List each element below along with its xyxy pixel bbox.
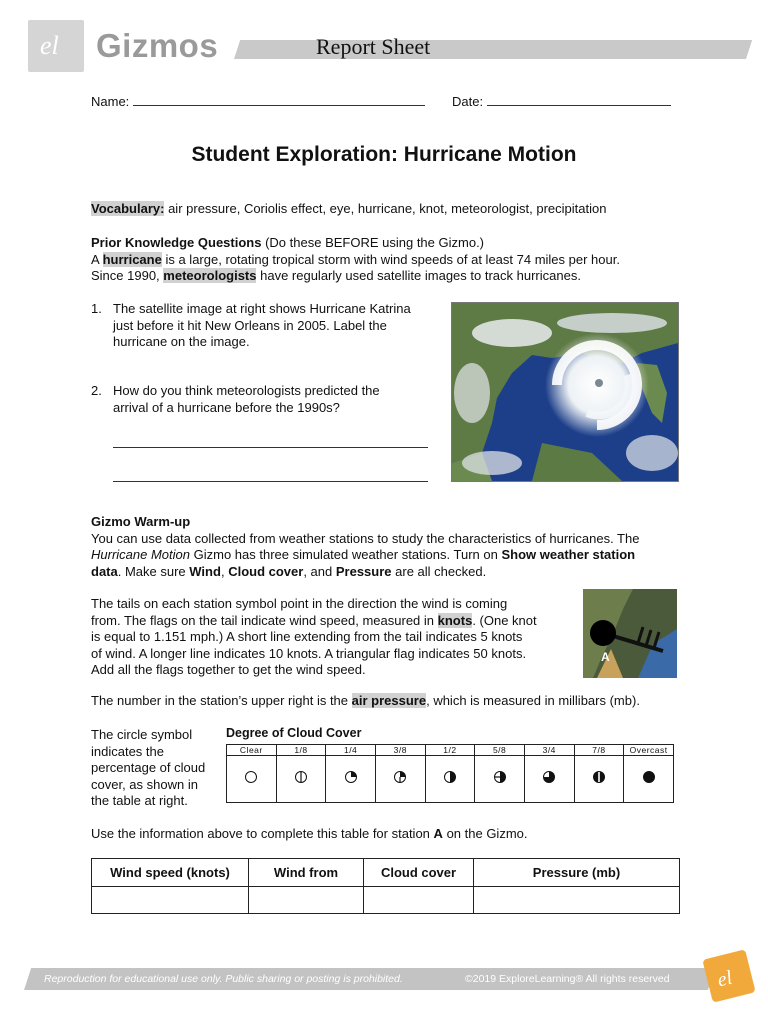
air-pressure-text: , which is measured in millibars (mb). <box>426 693 640 708</box>
q2-line: How do you think meteorologists predicted the <box>113 383 380 398</box>
header-wind-from: Wind from <box>249 859 364 887</box>
header-wind-speed: Wind speed (knots) <box>92 859 249 887</box>
warmup-section <box>91 514 681 580</box>
cloud-cover-term: Cloud cover <box>228 563 304 579</box>
name-label: Name: <box>91 94 130 109</box>
station-a-table <box>91 858 680 914</box>
sheet-title: Report Sheet <box>316 34 431 59</box>
cc-level: 3/8 <box>375 745 425 756</box>
warmup-p1-text: . Make sure <box>117 563 186 579</box>
pressure-term: Pressure <box>335 563 392 579</box>
title-bar <box>234 40 752 59</box>
cc-level: 1/8 <box>276 745 326 756</box>
vocabulary-label: Vocabulary: <box>91 201 165 216</box>
date-input-line[interactable] <box>487 93 671 106</box>
circle-text-line: cover, as shown in <box>91 776 198 792</box>
q1-line: hurricane on the image. <box>113 334 250 349</box>
warmup-p1-text: , <box>220 563 225 579</box>
svg-text:el: el <box>40 31 59 60</box>
cc-level: Clear <box>227 745 277 756</box>
wind-speed-cell[interactable] <box>92 887 249 914</box>
header-cloud-cover: Cloud cover <box>364 859 474 887</box>
page-title: Student Exploration: Hurricane Motion <box>191 143 577 166</box>
circle-text-line: The circle symbol <box>91 727 193 742</box>
circle-text-line: the table at right. <box>91 793 188 808</box>
wind-explanation <box>91 596 571 679</box>
cc-level: 1/2 <box>425 745 475 756</box>
warmup-p1-line1: You can use data collected from weather stations to study the characteristics of hurricanes. The <box>91 530 640 546</box>
footer-logo <box>702 949 755 1002</box>
warmup-p1-text: are all checked. <box>395 563 487 579</box>
q1-line: The satellite image at right shows Hurricane Katrina <box>113 301 411 316</box>
air-pressure-line <box>91 693 640 710</box>
wind-text-line: of wind. A longer line indicates 10 knots. A triangular flag indicates 50 knots. <box>91 645 527 661</box>
prior-knowledge-heading: Prior Knowledge Questions <box>91 235 262 250</box>
pk-line2-pre: Since 1990, <box>91 268 160 283</box>
warmup-heading: Gizmo Warm-up <box>91 514 191 529</box>
pk-line1-pre: A <box>91 251 99 267</box>
gizmo-name: Hurricane Motion <box>91 547 190 562</box>
svg-text:el: el <box>715 966 735 992</box>
cc-level: 3/4 <box>524 745 574 756</box>
vocabulary-terms: air pressure, Coriolis effect, eye, hurricane, knot, meteorologist, precipitation <box>168 201 607 216</box>
station-symbol-image <box>583 589 677 678</box>
cloud-cover-table <box>226 744 674 803</box>
wind-term: Wind <box>189 563 221 579</box>
circle-symbol-explanation <box>91 727 231 810</box>
vocabulary-line <box>91 201 606 218</box>
term-meteorologists: meteorologists <box>163 268 257 283</box>
show-station-data-term: Show weather station <box>501 547 636 562</box>
data-term: data <box>91 563 118 579</box>
wind-text: from. The flags on the tail indicate wind speed, measured in <box>91 612 435 628</box>
warmup-p1-text: , and <box>303 563 333 579</box>
q2-answer-line[interactable] <box>113 446 428 448</box>
air-pressure-text: The number in the station’s upper right is the <box>91 693 349 708</box>
term-hurricane: hurricane <box>102 251 162 267</box>
wind-text-line: is equal to 1.151 mph.) A short line extending from the tail indicates 5 knots <box>91 629 523 644</box>
satellite-image-katrina <box>451 302 679 482</box>
pk-line2-post: have regularly used satellite images to track hurricanes. <box>260 268 581 283</box>
term-air-pressure: air pressure <box>351 693 427 708</box>
wind-from-cell[interactable] <box>249 887 364 914</box>
cloud-cover-title: Degree of Cloud Cover <box>226 726 362 740</box>
cloud-cover-cell[interactable] <box>364 887 474 914</box>
pressure-cell[interactable] <box>474 887 680 914</box>
date-label: Date: <box>452 94 484 109</box>
el-logo-icon <box>38 30 74 62</box>
wind-text: . (One knot <box>472 612 537 628</box>
one-quarter-symbol-icon <box>344 770 358 784</box>
overcast-symbol-icon <box>642 770 656 784</box>
cc-level: 5/8 <box>475 745 525 756</box>
cc-level: 7/8 <box>574 745 624 756</box>
station-label: A <box>601 650 610 664</box>
prior-knowledge-note: (Do these BEFORE using the Gizmo.) <box>265 235 485 250</box>
one-half-symbol-icon <box>443 770 457 784</box>
q2-number: 2. <box>91 383 102 398</box>
pk-line1-post: is a large, rotating tropical storm with wind speeds of at least 74 miles per hour. <box>165 251 620 267</box>
footer-disclaimer: Reproduction for educational use only. Public sharing or posting is prohibited. <box>44 973 403 985</box>
cc-level: Overcast <box>624 745 674 756</box>
q2-answer-line[interactable] <box>113 480 428 482</box>
one-eighth-symbol-icon <box>294 770 308 784</box>
brand-name: Gizmos <box>96 27 219 64</box>
instructions-text: Use the information above to complete this table for station <box>91 826 430 841</box>
five-eighths-symbol-icon <box>493 770 507 784</box>
q1-number: 1. <box>91 301 102 316</box>
instructions-station: A <box>433 826 443 841</box>
question-1 <box>91 301 411 351</box>
instructions-text: on the Gizmo. <box>446 826 528 841</box>
question-2 <box>91 383 380 416</box>
circle-text-line: indicates the <box>91 743 164 759</box>
clear-symbol-icon <box>244 770 258 784</box>
cc-level: 1/4 <box>326 745 376 756</box>
wind-text-line: The tails on each station symbol point in the direction the wind is coming <box>91 596 508 611</box>
footer-copyright: ©2019 ExploreLearning® All rights reserved <box>465 973 670 985</box>
circle-text-line: percentage of cloud <box>91 760 206 775</box>
three-eighths-symbol-icon <box>393 770 407 784</box>
warmup-p1-text: Gizmo has three simulated weather stations. Turn on <box>193 547 498 562</box>
name-input-line[interactable] <box>133 93 425 106</box>
name-field[interactable] <box>91 93 425 110</box>
three-quarters-symbol-icon <box>542 770 556 784</box>
term-knots: knots <box>437 612 473 628</box>
explorelearning-logo <box>28 20 84 72</box>
header-pressure: Pressure (mb) <box>474 859 680 887</box>
seven-eighths-symbol-icon <box>592 770 606 784</box>
table-instructions <box>91 826 528 843</box>
q2-line: arrival of a hurricane before the 1990s? <box>113 399 340 415</box>
q1-line: just before it hit New Orleans in 2005. Label the <box>113 317 387 333</box>
wind-text-line: Add all the flags together to get the wind speed. <box>91 662 366 677</box>
prior-knowledge-section <box>91 235 691 285</box>
date-field[interactable] <box>452 93 671 110</box>
el-footer-icon <box>702 949 755 1002</box>
